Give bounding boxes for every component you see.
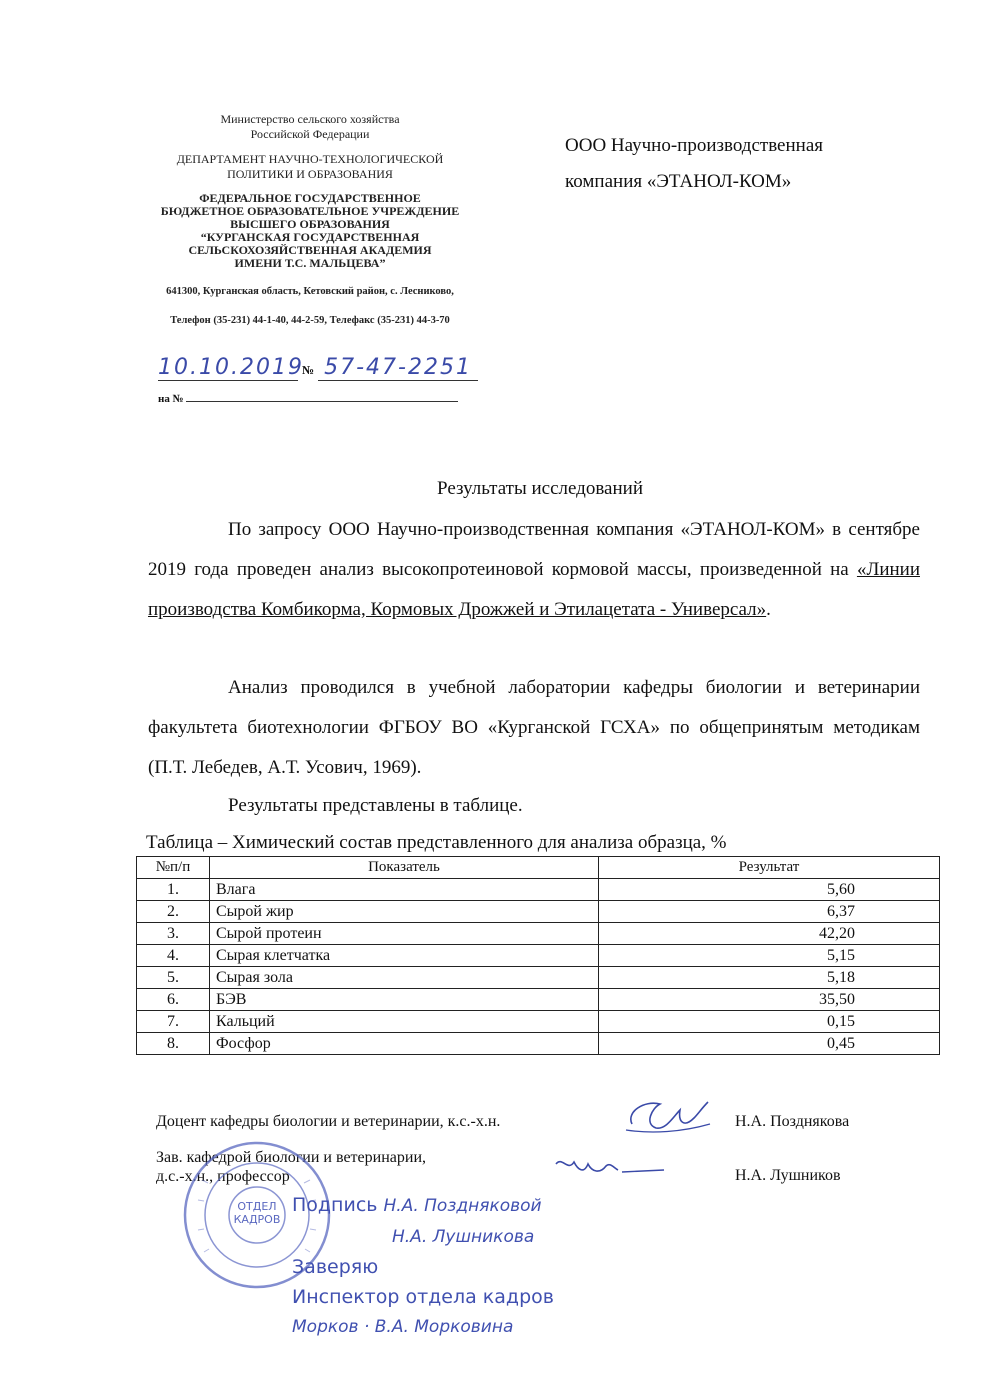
department-line1: ДЕПАРТАМЕНТ НАУЧНО-ТЕХНОЛОГИЧЕСКОЙ [176, 152, 444, 166]
outgoing-number [158, 355, 488, 381]
row-number: 4. [137, 945, 210, 967]
row-number: 3. [137, 923, 210, 945]
institution-line: ФЕДЕРАЛЬНОЕ ГОСУДАРСТВЕННОЕ [199, 191, 421, 205]
row-number: 7. [137, 1011, 210, 1033]
header-number: №п/п [137, 857, 210, 879]
row-indicator: Фосфор [210, 1033, 599, 1055]
reference-blank [186, 392, 458, 402]
row-indicator: Кальций [210, 1011, 599, 1033]
document-title: Результаты исследований [437, 478, 643, 499]
row-indicator: Сырая клетчатка [210, 945, 599, 967]
row-indicator: Сырой протеин [210, 923, 599, 945]
addressee-line2: компания «ЭТАНОЛ-КОМ» [565, 171, 792, 192]
certify-line3: Заверяю [292, 1256, 379, 1278]
table-caption: Таблица – Химический состав представленного для анализа образца, % [146, 832, 727, 853]
certify-line1 [292, 1190, 622, 1221]
department [120, 152, 500, 182]
signature-certification [292, 1190, 622, 1342]
row-number: 6. [137, 989, 210, 1011]
row-indicator: Сырая зола [210, 967, 599, 989]
paragraph-results: Результаты представлены в таблице. [228, 795, 523, 816]
table-row [137, 879, 940, 901]
signature-1-graphic [622, 1094, 714, 1144]
letterhead [120, 112, 500, 328]
stamp-center-text: ОТДЕЛ КАДРОВ [233, 1200, 281, 1226]
header-indicator: Показатель [210, 857, 599, 879]
institution-line: ИМЕНИ Т.С. МАЛЬЦЕВА” [234, 256, 386, 270]
outgoing-date: 10.10.2019 [158, 355, 304, 380]
number-sign: № [302, 363, 315, 377]
outgoing-number-value: 57-47-2251 [318, 355, 478, 381]
table-row [137, 901, 940, 923]
signer1-title: Доцент кафедры биологии и ветеринарии, к.с.-х.н. [156, 1113, 501, 1130]
certify-line2 [292, 1221, 622, 1252]
row-indicator: Влага [210, 879, 599, 901]
row-number: 2. [137, 901, 210, 923]
ministry-line2: Российской Федерации [250, 127, 370, 141]
table-row [137, 1011, 940, 1033]
certify-name-2: Н.А. Лушникова [392, 1227, 535, 1247]
table-row [137, 923, 940, 945]
production-line-name: «Линии производства Комбикорма, Кормовых Дрожжей и Этилацетата - Универсал» [148, 559, 920, 620]
certify-inspector-signature: Морков · В.А. Морковина [292, 1317, 514, 1337]
certify-signature-label: Подпись [292, 1194, 378, 1216]
row-result: 0,15 [599, 1011, 940, 1033]
department-line2: ПОЛИТИКИ И ОБРАЗОВАНИЯ [227, 167, 393, 181]
institution-line: “КУРГАНСКАЯ ГОСУДАРСТВЕННАЯ [200, 230, 420, 244]
row-result: 5,15 [599, 945, 940, 967]
certify-inspector-title: Инспектор отдела кадров [292, 1286, 554, 1308]
row-number: 1. [137, 879, 210, 901]
row-number: 5. [137, 967, 210, 989]
paragraph-request-end: . [766, 599, 771, 620]
header-result: Результат [599, 857, 940, 879]
table-row [137, 945, 940, 967]
signer2-name: Н.А. Лушников [735, 1167, 841, 1184]
institution-name [120, 192, 500, 270]
addressee [565, 128, 823, 200]
row-result: 5,60 [599, 879, 940, 901]
row-indicator: БЭВ [210, 989, 599, 1011]
table-row [137, 967, 940, 989]
ministry-line1: Министерство сельского хозяйства [220, 112, 400, 126]
row-result: 6,37 [599, 901, 940, 923]
certify-name-1: Н.А. Поздняковой [383, 1196, 542, 1216]
signer2-title-line2: д.с.-х.н., профессор [156, 1168, 290, 1185]
row-indicator: Сырой жир [210, 901, 599, 923]
institution-line: СЕЛЬСКОХОЗЯЙСТВЕННАЯ АКАДЕМИЯ [188, 243, 432, 257]
results-table [136, 856, 940, 1055]
ministry [120, 112, 500, 142]
signer1-name: Н.А. Позднякова [735, 1113, 850, 1130]
row-number: 8. [137, 1033, 210, 1055]
row-result: 35,50 [599, 989, 940, 1011]
table-header-row [137, 857, 940, 879]
reference-line [158, 392, 468, 405]
signer2-title-line1: Зав. кафедрой биологии и ветеринарии, [156, 1149, 426, 1166]
paragraph-request [148, 510, 920, 630]
row-result: 42,20 [599, 923, 940, 945]
table-row [137, 989, 940, 1011]
signature-2-graphic [548, 1150, 668, 1190]
institution-address: 641300, Курганская область, Кетовский район, с. Лесниково, [166, 286, 454, 297]
institution-line: ВЫСШЕГО ОБРАЗОВАНИЯ [230, 217, 390, 231]
paragraph-request-text: По запросу ООО Научно-производственная компания «ЭТАНОЛ-КОМ» в сентябре 2019 года проведен анализ высокопротеиновой кормовой массы, произведенной на [148, 519, 920, 580]
reference-label: на № [158, 393, 184, 405]
institution-phones: Телефон (35-231) 44-1-40, 44-2-59, Телефакс (35-231) 44-3-70 [170, 315, 450, 326]
row-result: 0,45 [599, 1033, 940, 1055]
table-row [137, 1033, 940, 1055]
institution-line: БЮДЖЕТНОЕ ОБРАЗОВАТЕЛЬНОЕ УЧРЕЖДЕНИЕ [160, 204, 460, 218]
addressee-line1: ООО Научно-производственная [565, 135, 823, 156]
row-result: 5,18 [599, 967, 940, 989]
paragraph-method: Анализ проводился в учебной лаборатории кафедры биологии и ветеринарии факультета биотехнологии ФГБОУ ВО «Курганской ГСХА» по общепринятым методикам (П.Т. Лебедев, А.Т. Усович, 1969). [148, 677, 920, 778]
